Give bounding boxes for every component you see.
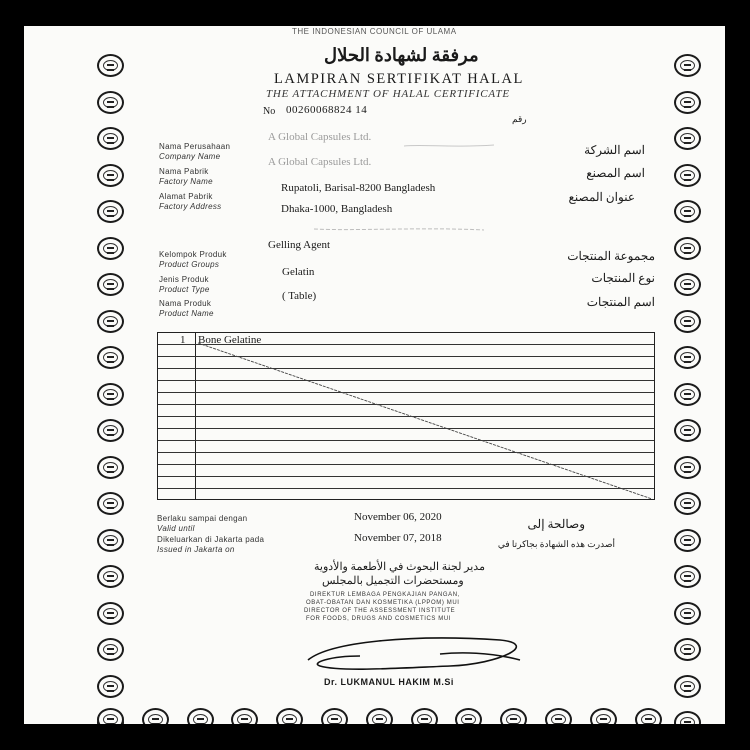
valid-label-ar: وصالحة إلى — [527, 517, 585, 531]
seal-icon — [97, 419, 124, 442]
seal-icon — [97, 675, 124, 698]
seal-icon — [674, 529, 701, 552]
valid-until-value: November 06, 2020 — [354, 511, 442, 523]
signer-name: Dr. LUKMANUL HAKIM M.Si — [324, 677, 454, 687]
seal-icon — [97, 529, 124, 552]
factory-label-id: Nama Pabrik — [159, 167, 209, 176]
seal-icon — [97, 708, 124, 724]
address-label-ar: عنوان المصنع — [568, 190, 635, 204]
seal-icon — [674, 456, 701, 479]
seal-icon — [366, 708, 393, 724]
title-indonesian: LAMPIRAN SERTIFIKAT HALAL — [274, 71, 524, 87]
seal-icon — [545, 708, 572, 724]
product-group-label-id: Kelompok Produk — [159, 250, 227, 259]
table-row-product: Bone Gelatine — [198, 334, 262, 346]
seal-icon — [97, 310, 124, 333]
seal-icon — [97, 237, 124, 260]
faint-mark — [404, 142, 494, 150]
company-value: A Global Capsules Ltd. — [268, 131, 372, 143]
product-type-label-en: Product Type — [159, 285, 210, 294]
seal-icon — [97, 602, 124, 625]
seal-icon — [674, 346, 701, 369]
address-line-2: Dhaka-1000, Bangladesh — [281, 203, 393, 215]
seal-icon — [97, 127, 124, 150]
product-type-label-id: Jenis Produk — [159, 275, 209, 284]
seal-icon — [97, 565, 124, 588]
seal-icon — [674, 310, 701, 333]
seal-icon — [635, 708, 662, 724]
title-arabic: مرفقة لشهادة الحلال — [324, 45, 479, 65]
product-table — [157, 332, 655, 500]
strikeout-line — [158, 333, 656, 501]
seal-icon — [674, 54, 701, 77]
product-type-label-ar: نوع المنتجات — [591, 271, 655, 285]
seal-icon — [411, 708, 438, 724]
council-line: THE INDONESIAN COUNCIL OF ULAMA — [292, 27, 457, 36]
title-english: THE ATTACHMENT OF HALAL CERTIFICATE — [266, 88, 510, 100]
institute-line-3: DIRECTOR OF THE ASSESSMENT INSTITUTE — [304, 608, 456, 614]
seal-icon — [674, 91, 701, 114]
product-group-value: Gelling Agent — [268, 239, 331, 251]
product-type-value: Gelatin — [282, 266, 315, 278]
certificate-number: 00260068824 14 — [286, 104, 368, 116]
seal-icon — [674, 383, 701, 406]
seal-icon — [674, 419, 701, 442]
seal-icon — [674, 711, 701, 724]
seal-icon — [97, 492, 124, 515]
seal-icon — [674, 127, 701, 150]
institute-arabic-line-1: مدير لجنة البحوث في الأطعمة والأدوية — [314, 561, 485, 573]
seal-icon — [97, 383, 124, 406]
institute-line-4: FOR FOODS, DRUGS AND COSMETICS MUI — [306, 616, 452, 622]
issued-label-en: Issued in Jakarta on — [157, 545, 235, 554]
seal-icon — [276, 708, 303, 724]
seal-icon — [590, 708, 617, 724]
issued-label-id: Dikeluarkan di Jakarta pada — [157, 535, 265, 544]
seal-icon — [97, 164, 124, 187]
product-name-label-ar: اسم المنتجات — [586, 295, 655, 309]
seal-icon — [97, 638, 124, 661]
seal-icon — [674, 200, 701, 223]
product-group-label-ar: مجموعة المنتجات — [567, 249, 655, 263]
product-name-label-en: Product Name — [159, 309, 214, 318]
seal-icon — [321, 708, 348, 724]
seal-icon — [97, 91, 124, 114]
number-label: No — [263, 106, 276, 117]
seal-icon — [97, 273, 124, 296]
institute-arabic-line-2: ومستحضرات التجميل بالمجلس — [322, 575, 464, 587]
issued-date-value: November 07, 2018 — [354, 532, 442, 544]
seal-icon — [500, 708, 527, 724]
address-label-en: Factory Address — [159, 202, 222, 211]
product-name-label-id: Nama Produk — [159, 299, 212, 308]
seal-icon — [674, 602, 701, 625]
valid-label-id: Berlaku sampai dengan — [157, 514, 248, 523]
seal-icon — [674, 675, 701, 698]
seal-icon — [97, 54, 124, 77]
factory-value: A Global Capsules Ltd. — [268, 156, 372, 168]
seal-icon — [142, 708, 169, 724]
product-group-label-en: Product Groups — [159, 260, 220, 269]
seal-icon — [97, 456, 124, 479]
seal-icon — [97, 346, 124, 369]
seal-icon — [187, 708, 214, 724]
number-label-arabic: رقم — [512, 114, 527, 124]
seal-icon — [674, 492, 701, 515]
faint-mark — [314, 225, 484, 233]
institute-line-2: OBAT-OBATAN DAN KOSMETIKA (LPPOM) MUI — [306, 600, 460, 606]
product-name-value: ( Table) — [282, 290, 317, 302]
institute-line-1: DIREKTUR LEMBAGA PENGKAJIAN PANGAN, — [310, 592, 460, 598]
seal-icon — [231, 708, 258, 724]
address-label-id: Alamat Pabrik — [159, 192, 213, 201]
seal-icon — [674, 273, 701, 296]
factory-label-en: Factory Name — [159, 177, 213, 186]
company-label-ar: اسم الشركة — [584, 143, 645, 157]
issued-label-ar: أصدرت هذه الشهادة بجاكرتا في — [497, 539, 615, 549]
seal-icon — [455, 708, 482, 724]
table-row-number: 1 — [180, 334, 186, 346]
company-label-en: Company Name — [159, 152, 221, 161]
seal-icon — [674, 164, 701, 187]
factory-label-ar: اسم المصنع — [586, 166, 645, 180]
certificate-page — [24, 26, 725, 724]
valid-label-en: Valid until — [157, 524, 195, 533]
seal-icon — [674, 638, 701, 661]
seal-icon — [674, 565, 701, 588]
seal-icon — [97, 200, 124, 223]
company-label-id: Nama Perusahaan — [159, 142, 231, 151]
seal-icon — [674, 237, 701, 260]
address-line-1: Rupatoli, Barisal-8200 Bangladesh — [281, 182, 436, 194]
